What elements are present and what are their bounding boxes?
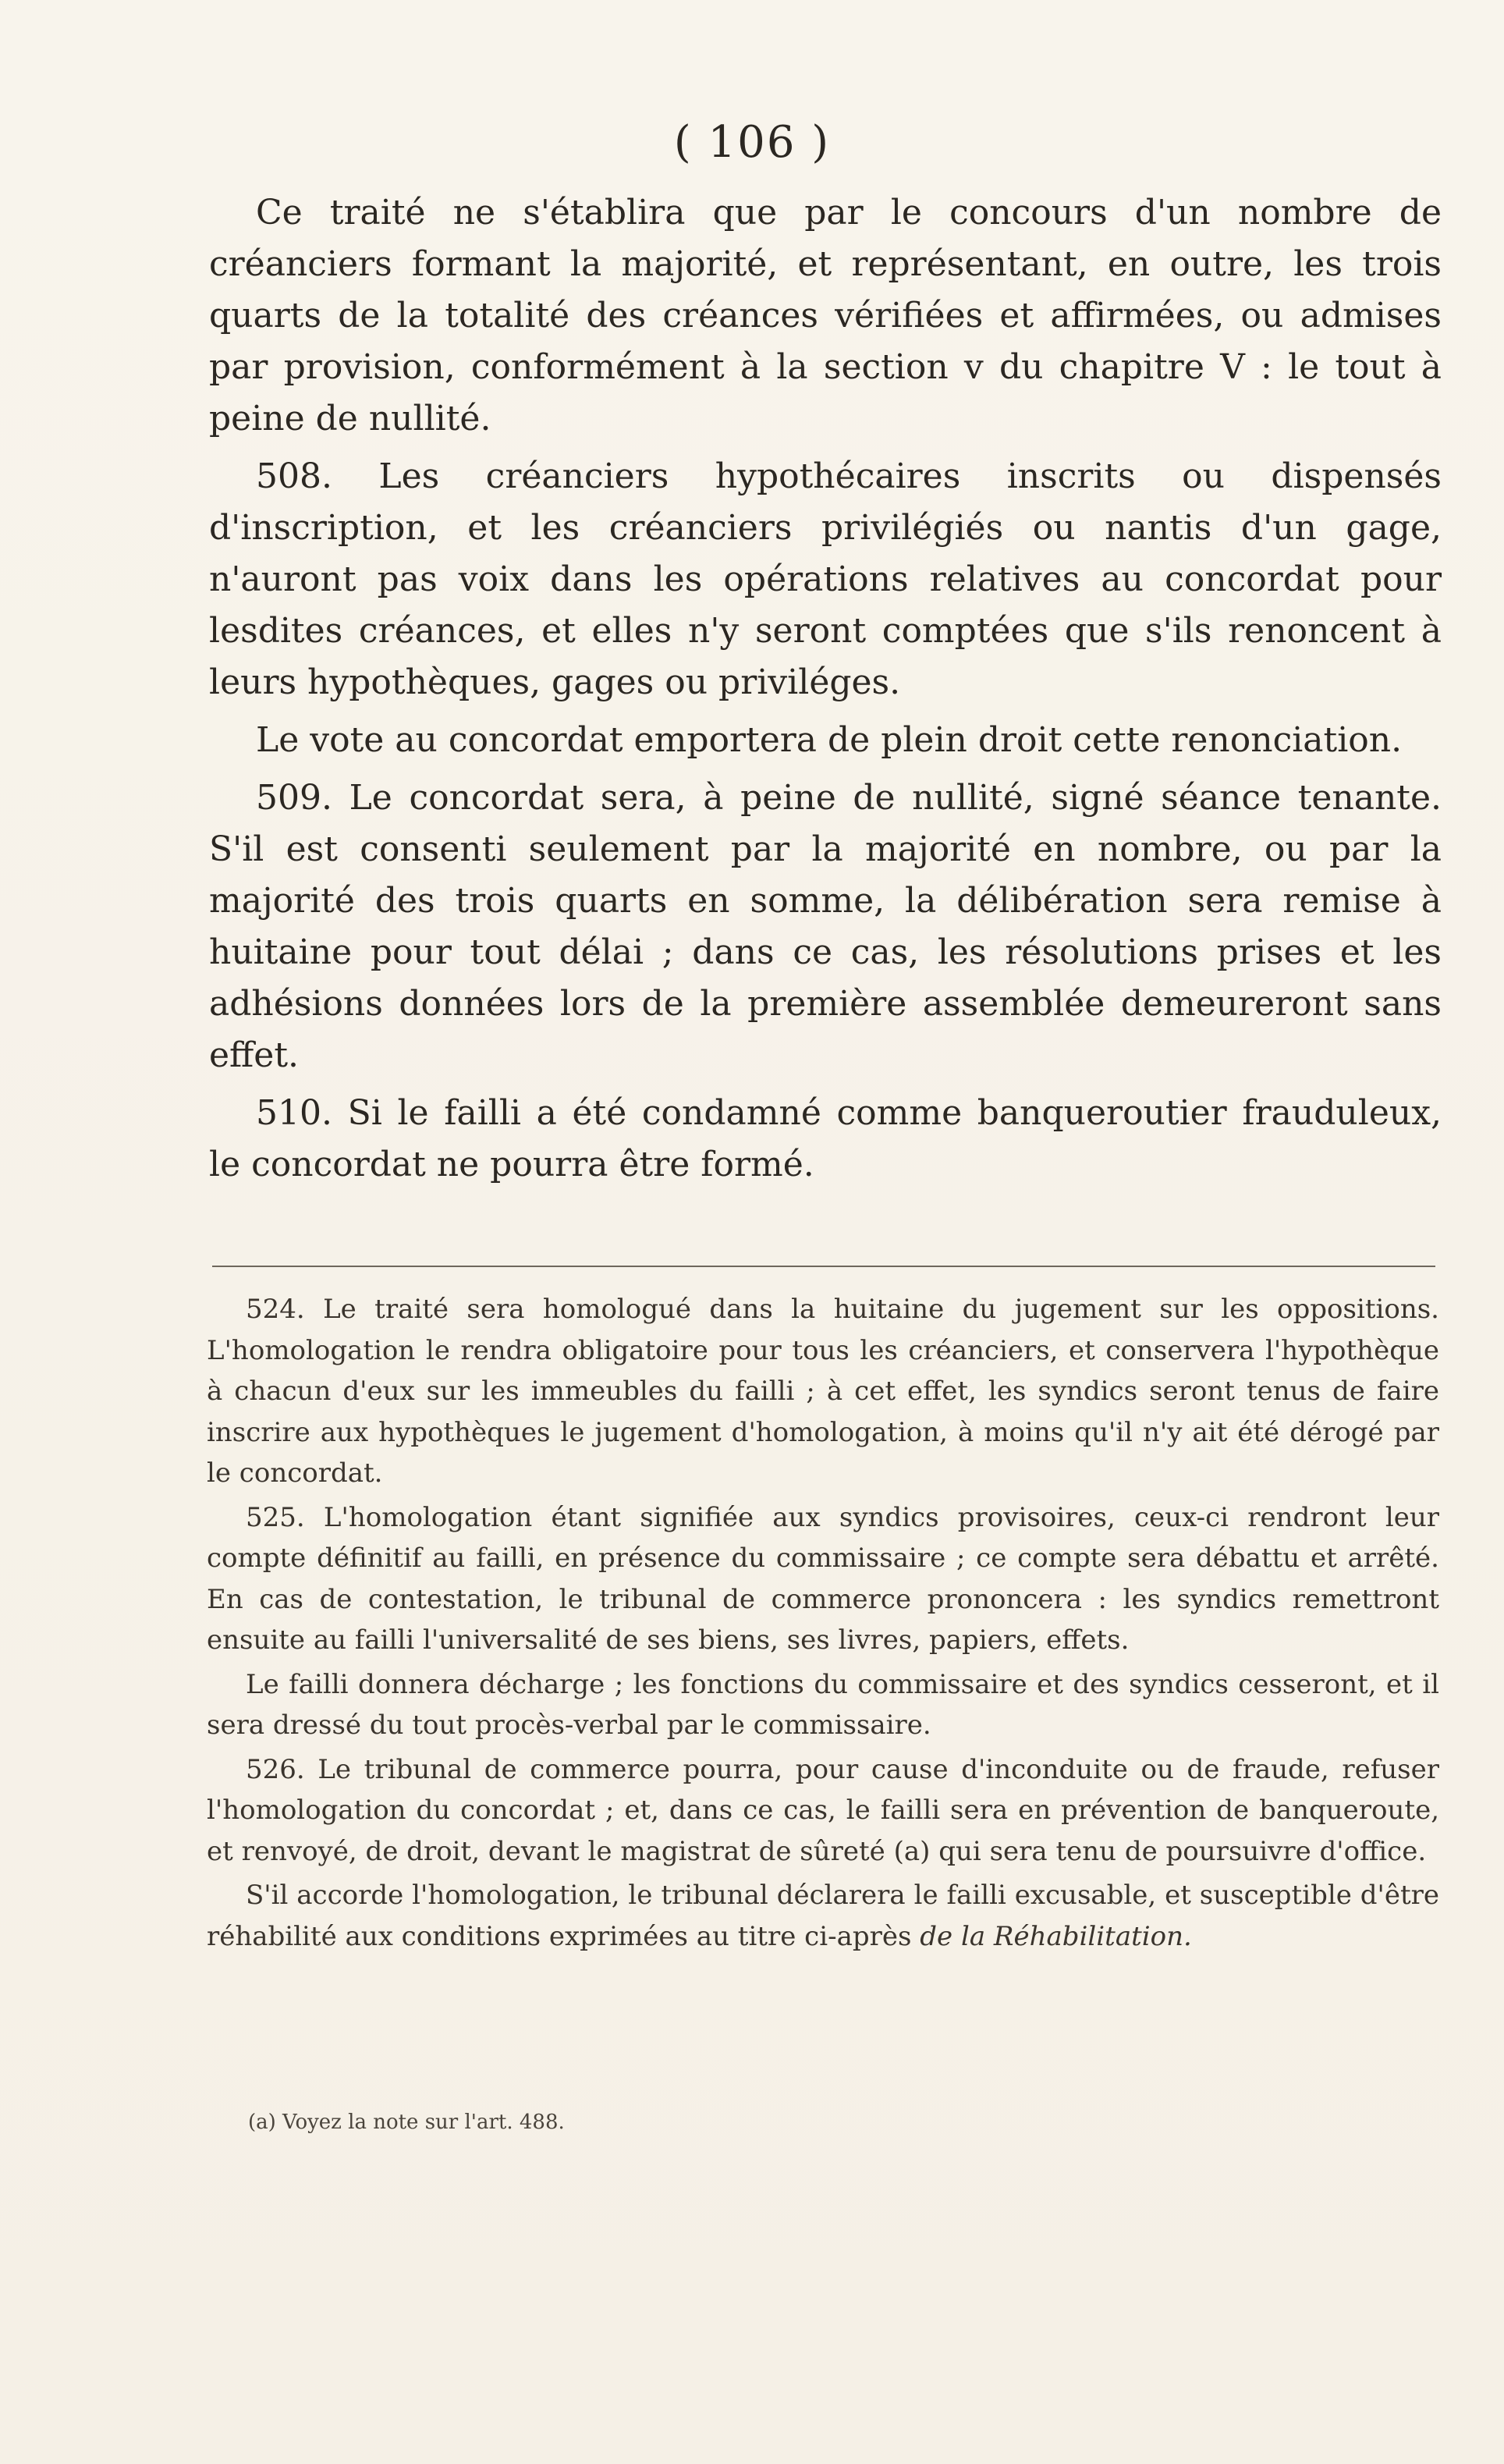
- main-paragraph: Le vote au concordat emportera de plein droit cette renonciation.: [256, 720, 1403, 760]
- article-509: 509. Le concordat sera, à peine de nullité, signé séance tenante. S'il est consenti seulement par la majorité en nombre, ou par la majorité des trois quarts en somme, la délibération sera remise à huitaine pour tout délai ; dans ce cas, les résolutions prises et les adhésions données lors de la première assemblée demeureront sans effet.: [209, 778, 1442, 1075]
- footnote: (a) Voyez la note sur l'art. 488.: [248, 2111, 565, 2134]
- article-508: 508. Les créanciers hypothécaires inscrits ou dispensés d'inscription, et les créanciers privilégiés ou nantis d'un gage, n'auront pas voix dans les opérations relatives au concordat pour lesdites créances, et elles n'y seront comptées que s'ils renoncent à leurs hypothèques, gages ou priviléges.: [209, 456, 1442, 702]
- rehabilitation-reference: de la Réhabilitation.: [920, 1920, 1192, 1952]
- section-divider: [212, 1266, 1435, 1267]
- note-526: 526. Le tribunal de commerce pourra, pour cause d'inconduite ou de fraude, refuser l'homologation du concordat ; et, dans ce cas, le failli sera en prévention de banqueroute, et renvoyé, de droit, devant le magistrat de sûreté (a) qui sera tenu de poursuivre d'office.: [207, 1753, 1439, 1867]
- article-510: 510. Si le failli a été condamné comme banqueroutier frauduleux, le concordat ne pourra être formé.: [209, 1093, 1442, 1184]
- note-paragraph: Le failli donnera décharge ; les fonctions du commissaire et des syndics cesseront, et il sera dressé du tout procès-verbal par le commissaire.: [207, 1668, 1439, 1741]
- main-paragraph: Ce traité ne s'établira que par le concours d'un nombre de créanciers formant la majorité, et représentant, en outre, les trois quarts de la totalité des créances vérifiées et affirmées, ou admises par provision, conformément à la section v du chapitre V : le tout à peine de nullité.: [209, 193, 1442, 438]
- commentary-notes: [207, 1289, 1439, 1960]
- main-text-body: [209, 187, 1442, 1197]
- note-paragraph-text: S'il accorde l'homologation, le tribunal déclarera le failli excusable, et susceptible d'être réhabilité aux conditions exprimées au titre ci-après: [207, 1880, 1439, 1952]
- note-524: 524. Le traité sera homologué dans la huitaine du jugement sur les oppositions. L'homologation le rendra obligatoire pour tous les créanciers, et conservera l'hypothèque à chacun d'eux sur les immeubles du failli ; à cet effet, les syndics seront tenus de faire inscrire aux hypothèques le jugement d'homologation, à moins qu'il n'y ait été dérogé par le concordat.: [207, 1294, 1439, 1489]
- note-525: 525. L'homologation étant signifiée aux syndics provisoires, ceux-ci rendront leur compte définitif au failli, en présence du commissaire ; ce compte sera débattu et arrêté. En cas de contestation, le tribunal de commerce prononcera : les syndics remettront ensuite au failli l'universalité de ses biens, ses livres, papiers, effets.: [207, 1501, 1439, 1656]
- page-number: ( 106 ): [673, 117, 831, 168]
- note-paragraph: [207, 1875, 1439, 1957]
